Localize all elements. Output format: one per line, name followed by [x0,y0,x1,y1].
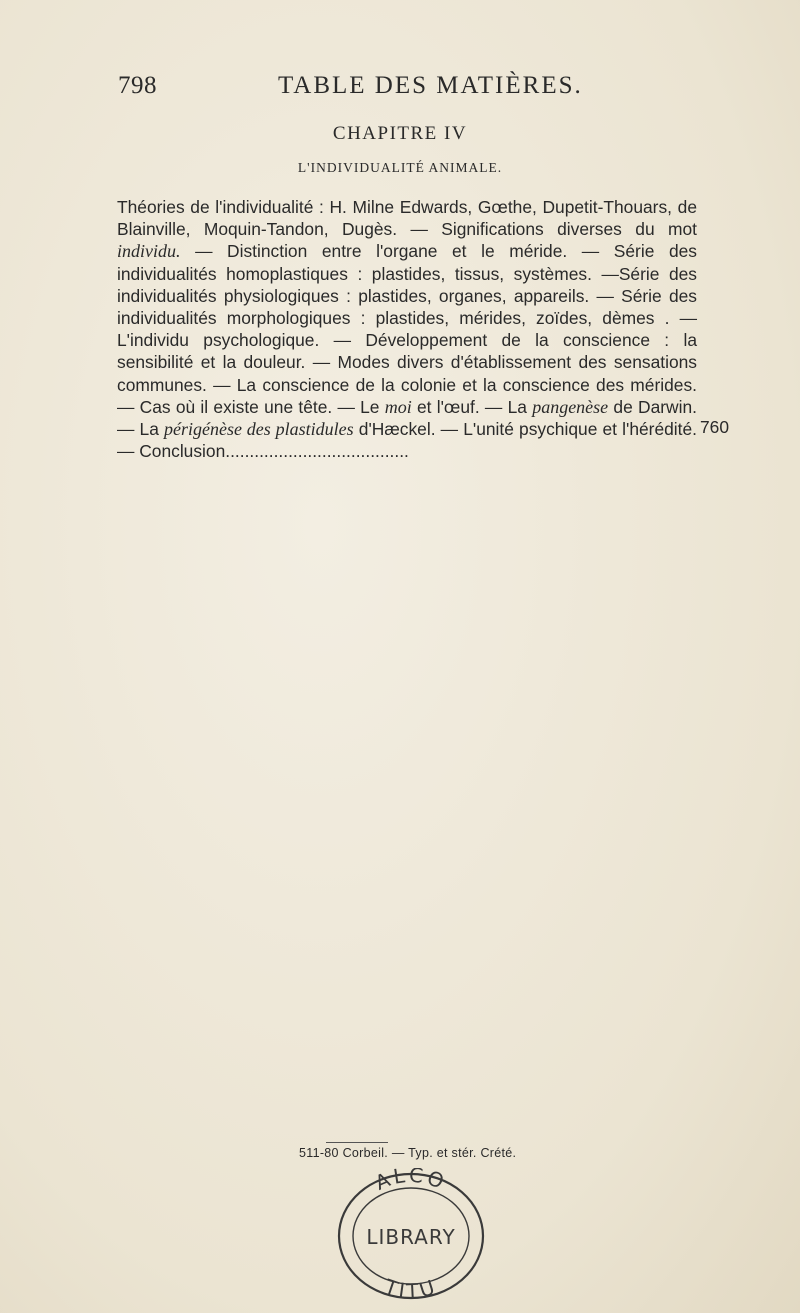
summary-text: — Distinction entre l'organe et le méride. — Série des individualités homoplastiques : plastides, tissus, systèmes. —Série des individualités physiologiques : plastides, organes, appareils. — Série des individualités morphologiques : plastides, mérides, zoïdes, dèmes . — L'individu psychologique. — Développement de la conscience : la sensibilité et la douleur. — Modes divers d'établissement des sensations communes. — La conscience de la colonie et la conscience des mérides. — Cas où il existe une tête. — Le [117,241,697,417]
svg-text:ALCO [372,1168,451,1195]
library-stamp-icon [326,1168,496,1303]
toc-page-number: 760 [700,417,730,437]
svg-text:TITU [381,1274,441,1303]
stamp-bottom-text: TITU [381,1274,441,1303]
stamp-top-text: ALCO [371,1168,451,1195]
summary-italic-perigenese: périgénèse des plastidules [164,419,354,440]
stamp-library-text: LIBRARY [366,1225,456,1249]
summary-italic-moi: moi [384,396,412,417]
running-title: TABLE DES MATIÈRES. [278,72,583,99]
chapter-summary [117,196,697,462]
summary-text: et l'œuf. — La [411,396,533,417]
page-number: 798 [118,72,157,99]
printer-imprint: 511-80 Corbeil. — Typ. et stér. Crété. [299,1146,517,1160]
page-header [118,72,678,112]
summary-text: d'Hæckel. — L'unité psychique et l'hérédité. — Conclusion...................................... [117,419,698,462]
summary-text: Théories de l'individualité : H. Milne Edwards, Gœthe, Dupetit-Thouars, de Blainville, Moquin-Tandon, Dugès. — Significations diverses du mot [117,197,697,240]
chapter-subtitle: L'INDIVIDUALITÉ ANIMALE. [297,160,503,175]
footer-rule [326,1142,388,1143]
summary-italic-pangenese: pangenèse [532,396,609,417]
chapter-title: CHAPITRE IV [332,123,468,144]
summary-text: de Darwin. — La [117,396,697,440]
summary-italic-individu: individu. [117,241,181,262]
